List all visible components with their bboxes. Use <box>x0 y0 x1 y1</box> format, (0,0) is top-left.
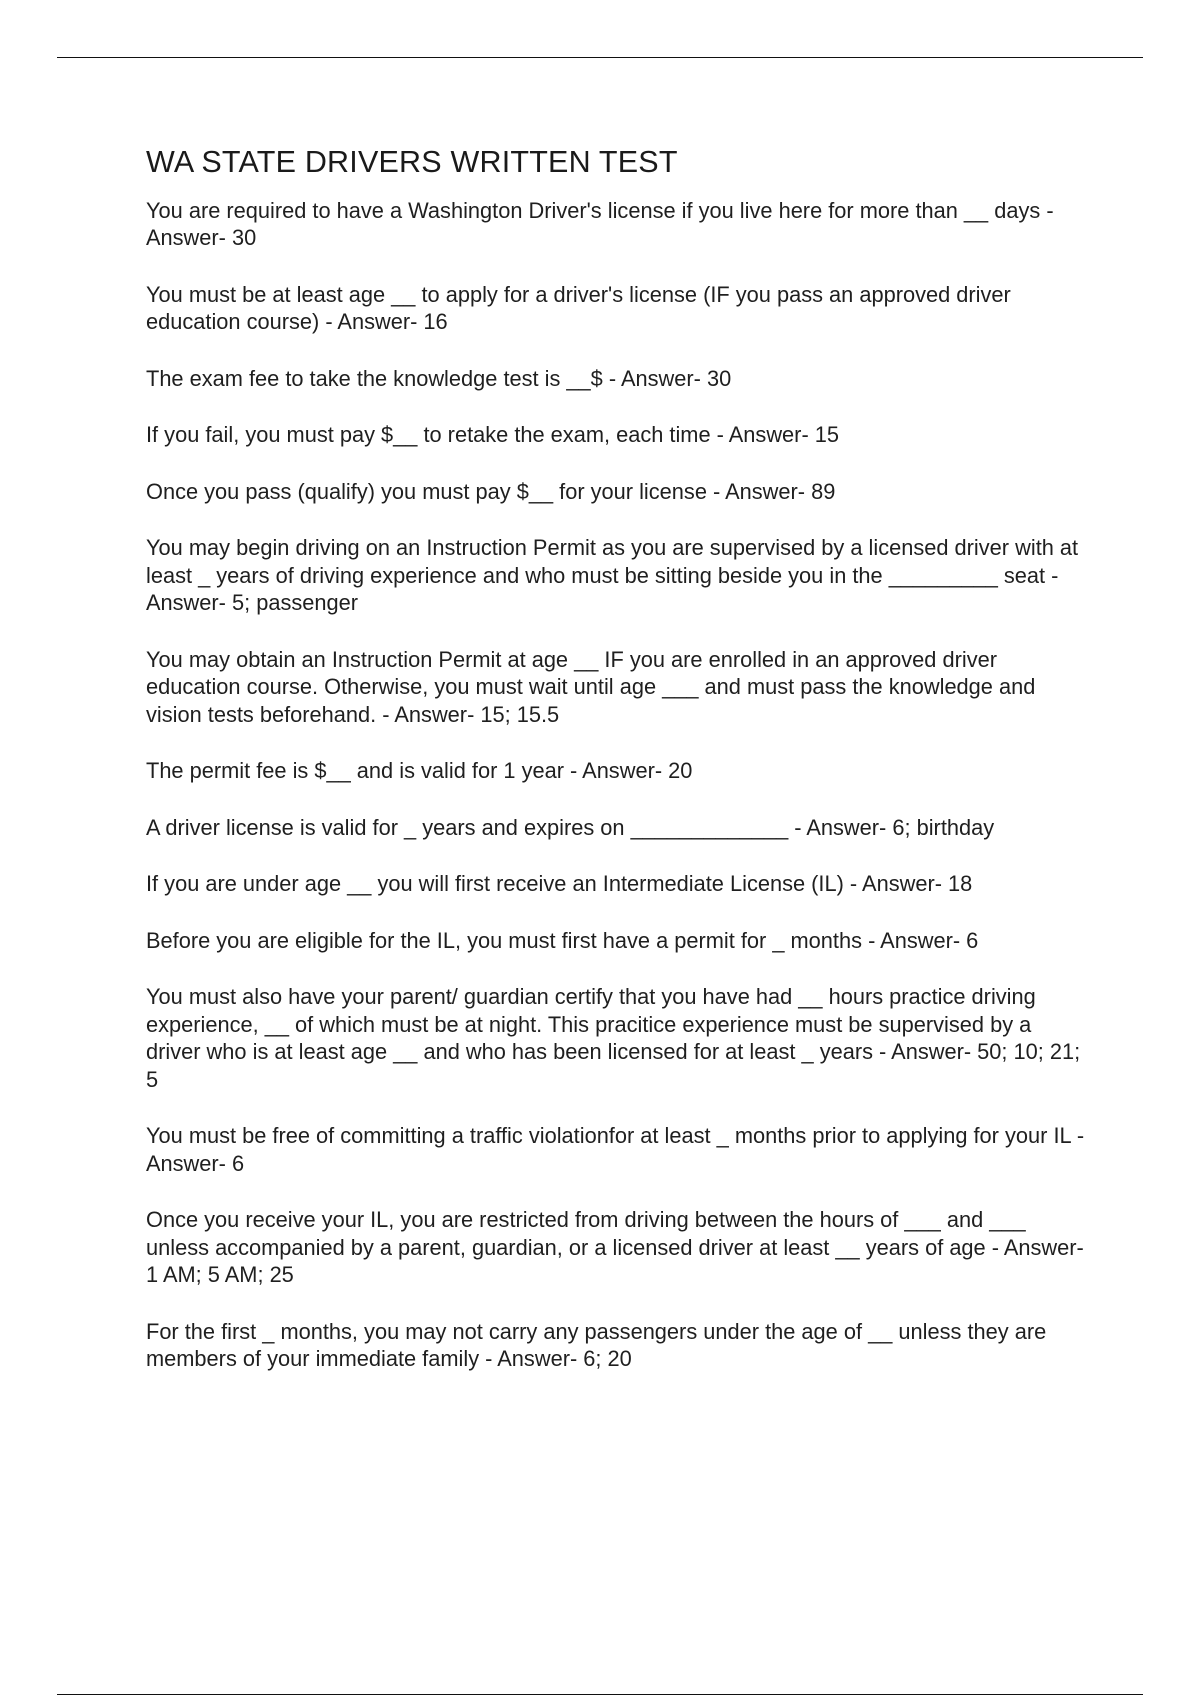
document-body <box>146 144 1086 1402</box>
question-item: If you fail, you must pay $__ to retake the exam, each time - Answer- 15 <box>146 422 839 448</box>
question-item: If you are under age __ you will first receive an Intermediate License (IL) - Answer- 18 <box>146 871 973 897</box>
question-item: For the first _ months, you may not carry any passengers under the age of __ unless they are members of your immediate family - Answer- 6; 20 <box>146 1318 1047 1372</box>
question-item: A driver license is valid for _ years and expires on _____________ - Answer- 6; birthday <box>146 814 995 840</box>
question-item: Once you pass (qualify) you must pay $__ for your license - Answer- 89 <box>146 478 836 504</box>
question-item: You may begin driving on an Instruction Permit as you are supervised by a licensed driver with at least _ years of driving experience and who must be sitting beside you in the _________ seat - Answer- 5; passenger <box>146 535 1079 616</box>
question-list <box>146 197 1086 1373</box>
question-item: You must also have your parent/ guardian certify that you have had __ hours practice driving experience, __ of which must be at night. This pracitice experience must be supervised by a driver who is at least age __ and who has been licensed for at least _ years - Answer- 50; 10; 21; 5 <box>146 984 1081 1092</box>
question-item: The exam fee to take the knowledge test is __$ - Answer- 30 <box>146 365 732 391</box>
top-divider <box>57 57 1143 58</box>
question-item: Before you are eligible for the IL, you must first have a permit for _ months - Answer- 6 <box>146 927 979 953</box>
bottom-divider <box>57 1694 1143 1695</box>
question-item: You are required to have a Washington Driver's license if you live here for more than __ days - Answer- 30 <box>146 197 1054 251</box>
question-item: The permit fee is $__ and is valid for 1 year - Answer- 20 <box>146 758 693 784</box>
question-item: Once you receive your IL, you are restricted from driving between the hours of ___ and ___ unless accompanied by a parent, guardian, or a licensed driver at least __ years of age - Answer- 1 AM; 5 AM; 25 <box>146 1207 1084 1288</box>
document-title: WA STATE DRIVERS WRITTEN TEST <box>146 145 678 179</box>
question-item: You must be free of committing a traffic violationfor at least _ months prior to applying for your IL - Answer- 6 <box>146 1123 1085 1176</box>
question-item: You may obtain an Instruction Permit at age __ IF you are enrolled in an approved driver education course. Otherwise, you must wait until age ___ and must pass the knowledge and vision tests beforehand. - Answer- 15; 15.5 <box>146 646 1036 727</box>
question-item: You must be at least age __ to apply for a driver's license (IF you pass an approved driver education course) - Answer- 16 <box>146 281 1011 335</box>
